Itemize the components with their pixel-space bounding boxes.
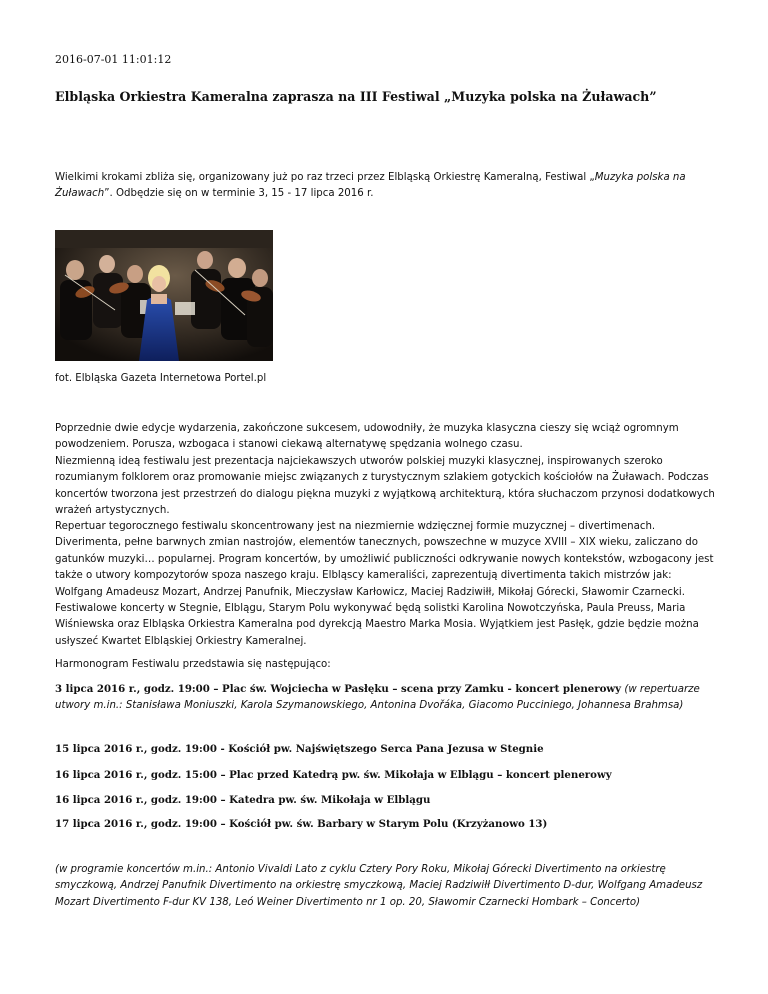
schedule-item	[55, 792, 715, 809]
schedule-item-heading: 17 lipca 2016 r., godz. 19:00 – Kościół pw. św. Barbary w Starym Polu (Krzyżanowo 13)	[55, 818, 548, 830]
concert-photo	[55, 230, 273, 361]
schedule-item-heading: 16 lipca 2016 r., godz. 15:00 – Plac przed Katedrą pw. św. Mikołaja w Elblągu – koncert plenerowy	[55, 769, 612, 781]
schedule-item	[55, 767, 715, 784]
schedule-item-heading: 16 lipca 2016 r., godz. 19:00 – Katedra pw. św. Mikołaja w Elblągu	[55, 794, 431, 806]
paragraph-schedule-intro: Harmonogram Festiwalu przedstawia się następująco:	[55, 659, 331, 670]
paragraph-previous-editions: Poprzednie dwie edycje wydarzenia, zakończone sukcesem, udowodniły, że muzyka klasyczna cieszy się wciąż ogromnym powodzeniem. Porusza, wzbogaca i stanowi ciekawą alternatywę spędzania wolnego czasu.	[55, 423, 679, 451]
schedule-item-heading: 15 lipca 2016 r., godz. 19:00 - Kościół pw. Najświętszego Serca Pana Jezusa w Stegnie	[55, 743, 544, 755]
intro-text-before: Wielkimi krokami zbliża się, organizowany już po raz trzeci przez Elbląską Orkiestrę Kameralną, Festiwal „	[55, 172, 595, 183]
paragraph-repertoire: Repertuar tegorocznego festiwalu skoncentrowany jest na niezmiernie wdzięcznej formie muzycznej – divertimenach. Diverimenta, pełne barwnych zmian nastrojów, elementów tanecznych, powszechne w muzyce XVIII – XIX wieku, zaliczano do gatunków muzyki… popularnej. Program koncertów, by umożliwić publiczności odkrywanie nowych kontekstów, wzbogacony jest także o utwory kompozytorów spoza naszego kraju. Elbląscy kameraliści, zaprezentują divertimenta takich mistrzów jak: Wolfgang Amadeusz Mozart, Andrzej Panufnik, Mieczysław Karłowicz, Maciej Radziwiłł, Mikołaj Górecki, Sławomir Czarnecki. Festiwalowe koncerty w Stegnie, Elblągu, Starym Polu wykonywać będą solistki Karolina Nowotczyńska, Paula Preuss, Maria Wiśniewska oraz Elbląska Orkiestra Kameralna pod dyrekcją Maestro Marka Mosia. Wyjątkiem jest Pasłęk, gdzie będzie można usłyszeć Kwartet Elbląskiej Orkiestry Kameralnej.	[55, 521, 714, 647]
program-note-text: (w programie koncertów m.in.: Antonio Vivaldi Lato z cyklu Cztery Pory Roku, Mikołaj Górecki Divertimento na orkiestrę smyczkową, Andrzej Panufnik Divertimento na orkiestrę smyczkową, Maciej Radziwiłł Divertimento D-dur, Wolfgang Amadeusz Mozart Divertimento F-dur KV 138, Leó Weiner Divertimento nr 1 op. 20, Sławomir Czarnecki Hombark – Concerto)	[55, 864, 703, 908]
program-note	[55, 862, 715, 911]
photo-caption: fot. Elbląska Gazeta Internetowa Portel.pl	[55, 373, 267, 384]
intro-text-after: ”. Odbędzie się on w terminie 3, 15 - 17 lipca 2016 r.	[104, 188, 374, 200]
schedule-item-heading: 3 lipca 2016 r., godz. 19:00 – Plac św. Wojciecha w Pasłęku – scena przy Zamku - koncert plenerowy	[55, 683, 622, 695]
article-title: Elbląska Orkiestra Kameralna zaprasza na III Festiwal „Muzyka polska na Żuławach”	[55, 89, 657, 104]
schedule-item-note: (w repertuarze utwory m.in.: Stanisława Moniuszki, Karola Szymanowskiego, Antonina Dvořáka, Giacomo Pucciniego, Johannesa Brahmsa)	[55, 684, 700, 712]
publish-datetime: 2016-07-01 11:01:12	[55, 53, 172, 66]
intro-paragraph	[55, 170, 715, 203]
festival-name: Muzyka polska na Żuławach	[55, 172, 686, 200]
schedule-item	[55, 681, 715, 715]
schedule-item	[55, 816, 715, 833]
schedule-item	[55, 741, 715, 758]
paragraph-festival-idea: Niezmienną ideą festiwalu jest prezentacja najciekawszych utworów polskiej muzyki klasycznej, inspirowanych szeroko rozumianym folklorem oraz promowanie miejsc związanych z turystycznym szlakiem gotyckich kościołów na Żuławach. Podczas koncertów tworzona jest przestrzeń do dialogu piękna muzyki z wyjątkową architekturą, która słuchaczom przynosi dodatkowych wrażeń artystycznych.	[55, 456, 715, 517]
